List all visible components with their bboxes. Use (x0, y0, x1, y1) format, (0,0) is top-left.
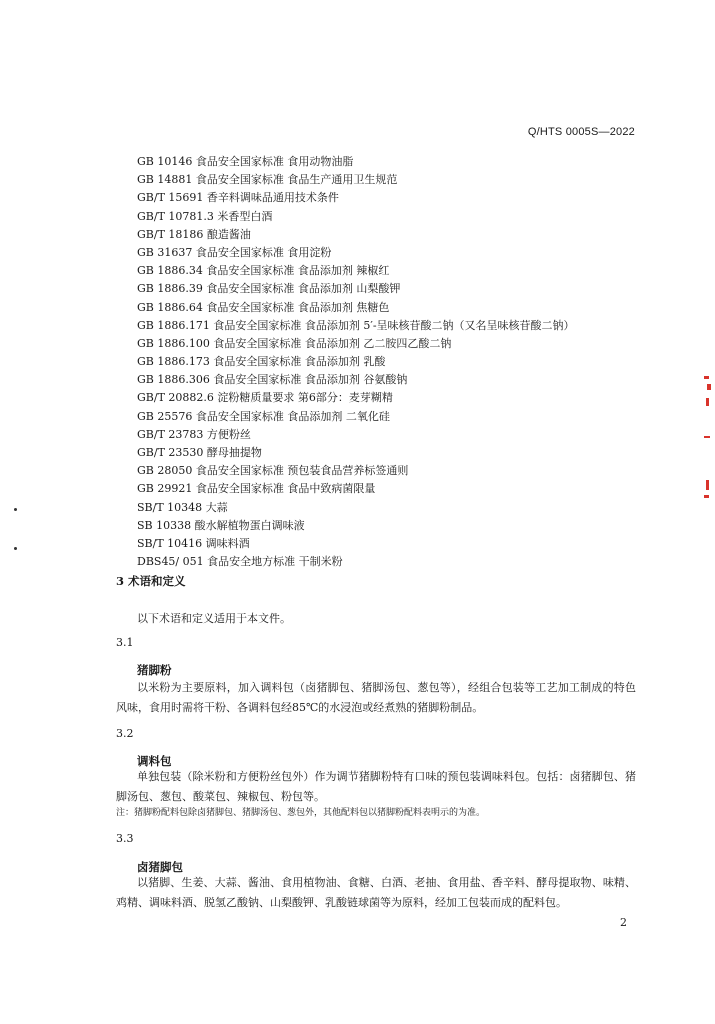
reference-item: GB 1886.173 食品安全国家标准 食品添加剂 乳酸 (137, 355, 386, 369)
reference-item: GB/T 23783 方便粉丝 (137, 427, 251, 441)
section-title: 3 术语和定义 (116, 574, 186, 588)
reference-item: GB/T 23530 酵母抽提物 (137, 446, 262, 459)
scan-speck (14, 508, 17, 511)
reference-item: GB 29921 食品安全国家标准 食品中致病菌限量 (137, 482, 376, 496)
reference-item: GB 1886.64 食品安全国家标准 食品添加剂 焦糖色 (137, 300, 390, 314)
reference-item: GB/T 15691 香辛料调味品通用技术条件 (137, 191, 339, 205)
reference-item: GB/T 10781.3 米香型白酒 (137, 209, 273, 223)
reference-item: GB 1886.39 食品安全国家标准 食品添加剂 山梨酸钾 (137, 282, 401, 296)
reference-item: GB 1886.306 食品安全国家标准 食品添加剂 谷氨酸钠 (137, 373, 408, 387)
reference-item: GB 14881 食品安全国家标准 食品生产通用卫生规范 (137, 173, 398, 187)
normative-references-list (137, 153, 575, 571)
reference-item: SB/T 10348 大蒜 (137, 500, 228, 514)
reference-item: SB/T 10416 调味料酒 (137, 536, 250, 550)
reference-item: GB 25576 食品安全国家标准 食品添加剂 二氧化硅 (137, 409, 390, 423)
scan-speck (14, 547, 17, 550)
page-number: 2 (620, 916, 627, 929)
reference-item: SB 10338 酸水解植物蛋白调味液 (137, 518, 305, 532)
reference-item: GB 31637 食品安全国家标准 食用淀粉 (137, 245, 332, 259)
reference-item: GB/T 18186 酿造酱油 (137, 227, 251, 241)
term-heading: 卤猪脚包 (137, 860, 183, 874)
term-heading: 猪脚粉 (137, 663, 172, 677)
clause-number: 3.2 (116, 727, 134, 740)
reference-item: GB 1886.100 食品安全国家标准 食品添加剂 乙二胺四乙酸二钠 (137, 336, 452, 350)
standard-code: Q/HTS 0005S—2022 (527, 126, 635, 138)
reference-item: DBS45/ 051 食品安全地方标准 干制米粉 (137, 555, 343, 569)
reference-item: GB/T 20882.6 淀粉糖质量要求 第6部分：麦芽糊精 (137, 391, 393, 405)
clause-number: 3.3 (116, 832, 134, 845)
term-definition: 以猪脚、生姜、大蒜、酱油、食用植物油、食糖、白酒、老抽、食用盐、香辛料、酵母提取物、味精、鸡精、调味料酒、脱氢乙酸钠、山梨酸钾、乳酸链球菌等为原料，经加工包装而成的配料包。 (116, 876, 636, 909)
reference-item: GB 1886.171 食品安全国家标准 食品添加剂 5′-呈味核苷酸二钠（又名呈味核苷酸二钠） (137, 318, 575, 332)
term-heading: 调料包 (137, 754, 172, 768)
clause-number: 3.1 (116, 636, 134, 649)
section-intro: 以下术语和定义适用于本文件。 (137, 612, 291, 625)
term-definition: 以米粉为主要原料，加入调料包（卤猪脚包、猪脚汤包、葱包等），经组合包装等工艺加工制成的特色风味，食用时需将干粉、各调料包经85℃的水浸泡或经煮熟的猪脚粉制品。 (116, 681, 636, 714)
term-definition: 单独包装（除米粉和方便粉丝包外）作为调节猪脚粉特有口味的预包装调味料包。包括：卤猪脚包、猪脚汤包、葱包、酸菜包、辣椒包、粉包等。 (116, 770, 636, 803)
reference-item: GB 1886.34 食品安全国家标准 食品添加剂 辣椒红 (137, 264, 390, 278)
term-note: 注：猪脚粉配料包除卤猪脚包、猪脚汤包、葱包外，其他配料包以猪脚粉配料表明示的为准。 (116, 808, 486, 818)
reference-item: GB 28050 食品安全国家标准 预包装食品营养标签通则 (137, 464, 409, 478)
reference-item: GB 10146 食品安全国家标准 食用动物油脂 (137, 155, 354, 168)
